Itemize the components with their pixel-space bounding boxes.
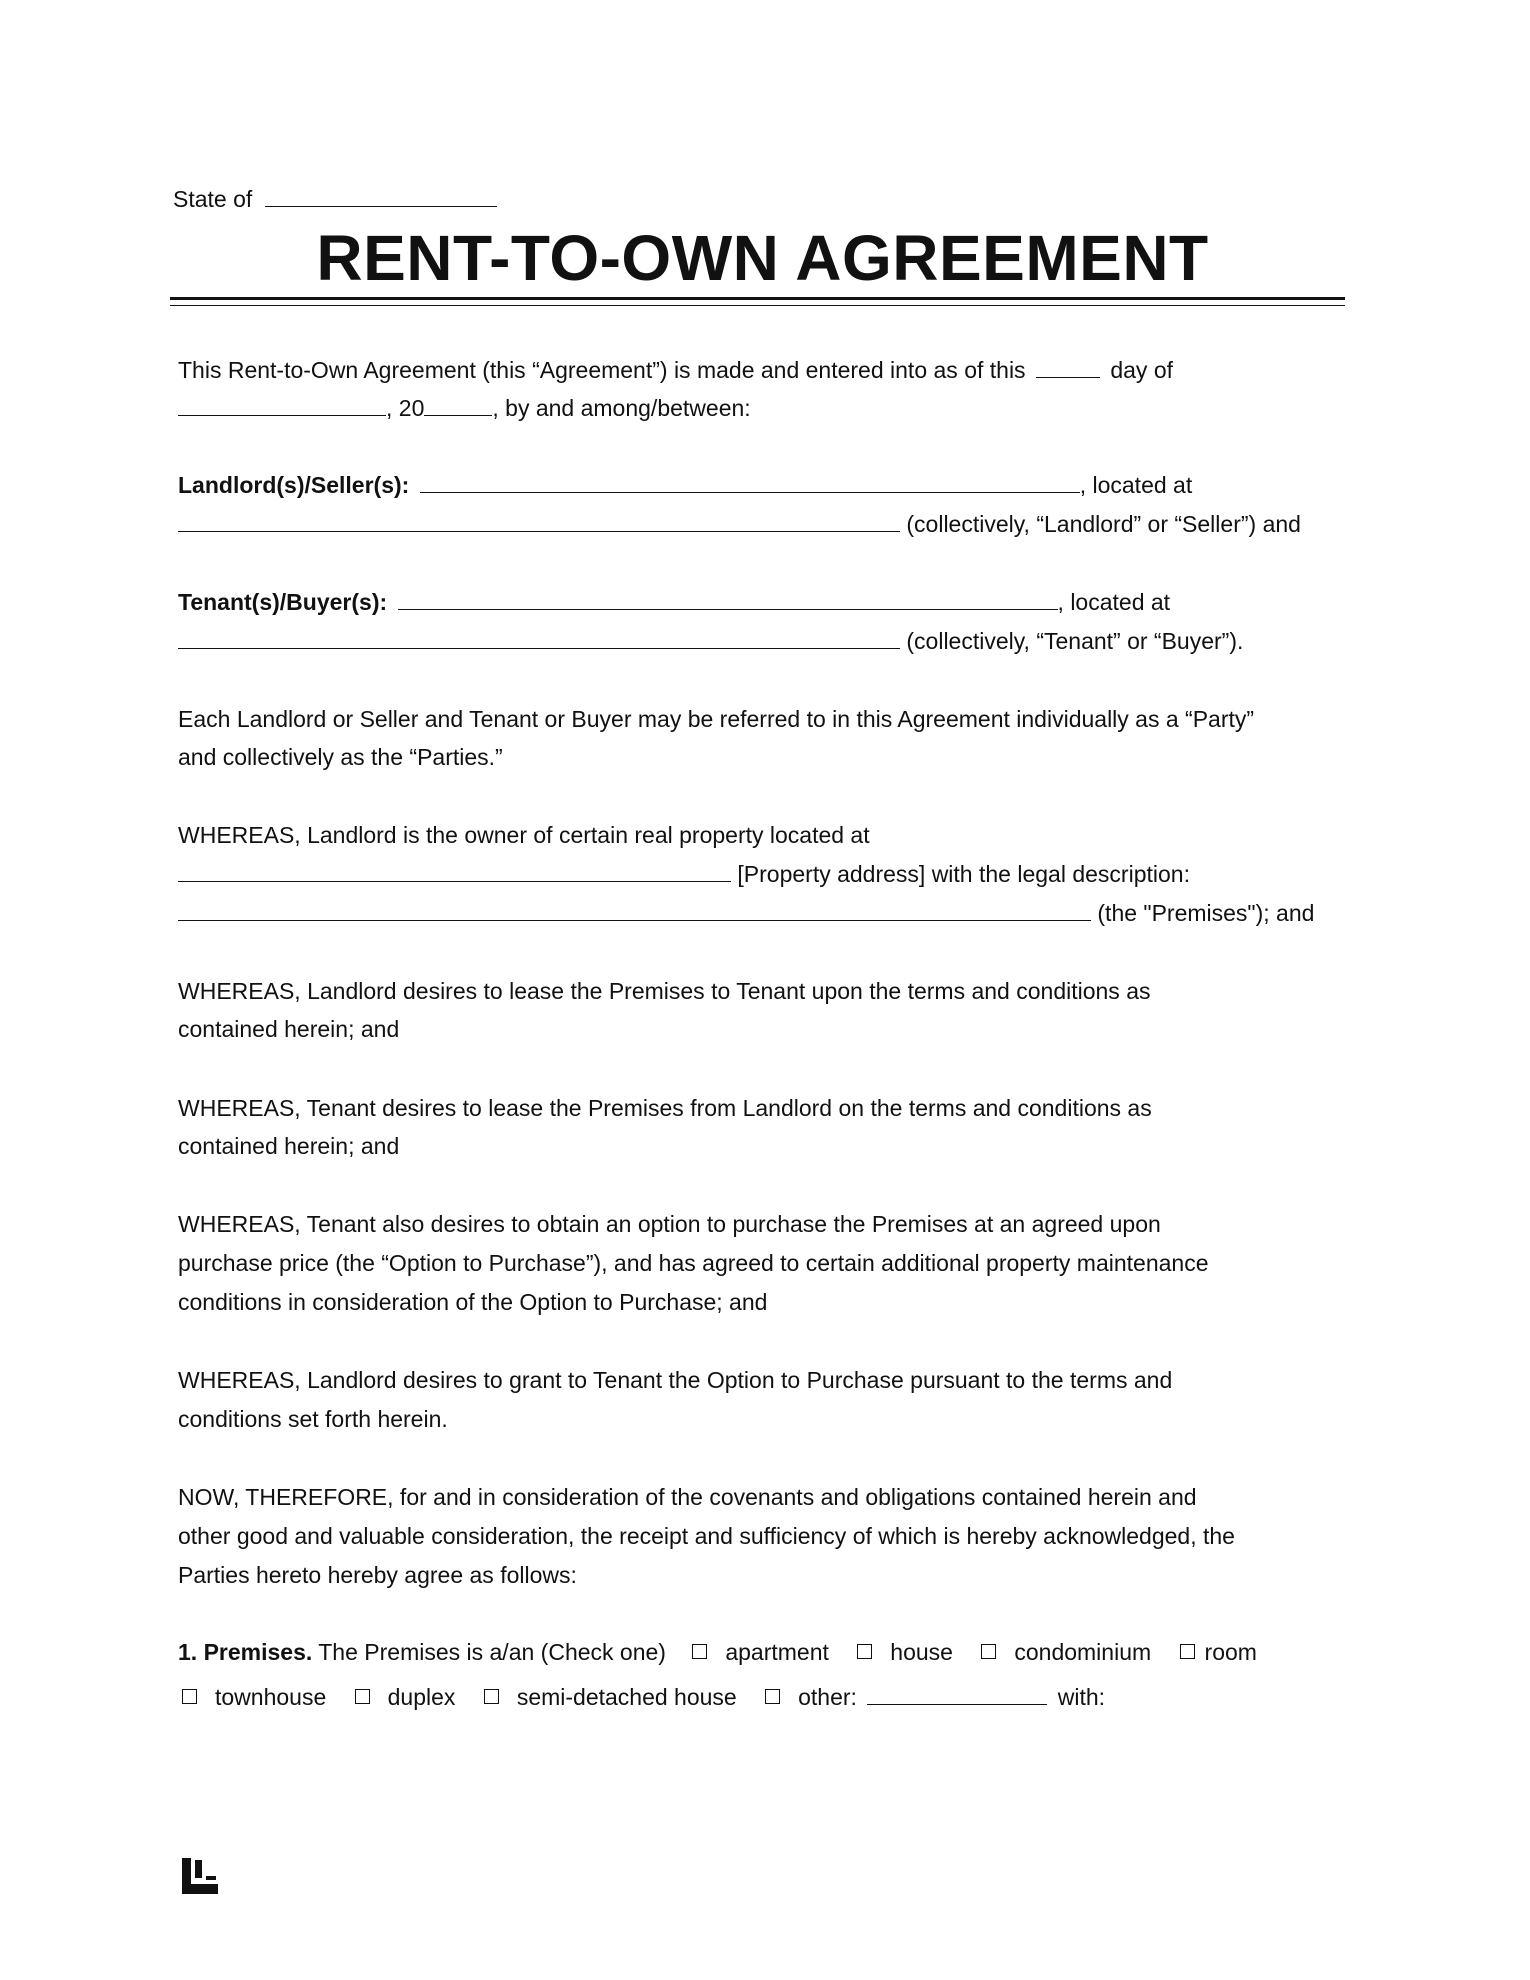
option-house-label: house <box>890 1639 953 1665</box>
premises-with-label: with: <box>1057 1684 1106 1710</box>
whereas5-line-1: WHEREAS, Landlord desires to grant to Tenant the Option to Purchase pursuant to the terms and <box>178 1367 1173 1393</box>
checkbox-other[interactable] <box>765 1689 780 1704</box>
state-blank[interactable] <box>265 184 497 207</box>
tenant-collective: (collectively, “Tenant” or “Buyer”). <box>906 628 1244 654</box>
whereas2-line-2: contained herein; and <box>178 1016 400 1042</box>
whereas2-line-1: WHEREAS, Landlord desires to lease the Premises to Tenant upon the terms and conditions as <box>178 978 1151 1004</box>
option-other-label: other: <box>798 1684 857 1710</box>
whereas1-line-1: WHEREAS, Landlord is the owner of certain real property located at <box>178 822 870 848</box>
intro-text-b: day of <box>1110 357 1173 383</box>
parties-line-2: and collectively as the “Parties.” <box>178 744 503 770</box>
checkbox-apartment[interactable] <box>692 1644 707 1659</box>
parties-line-1: Each Landlord or Seller and Tenant or Buyer may be referred to in this Agreement individually as a “Party” <box>178 706 1255 732</box>
tenant-label: Tenant(s)/Buyer(s): <box>178 589 388 615</box>
title-rule-thin <box>170 305 1345 306</box>
intro-line-1 <box>178 355 1173 385</box>
premises-intro: The Premises is a/an (Check one) <box>318 1639 666 1665</box>
year-prefix: , 20 <box>386 395 425 421</box>
whereas4-line-1: WHEREAS, Tenant also desires to obtain an option to purchase the Premises at an agreed upon <box>178 1211 1161 1237</box>
document-title: RENT-TO-OWN AGREEMENT <box>316 222 1209 294</box>
now-therefore-line-2: other good and valuable consideration, the receipt and sufficiency of which is hereby acknowledged, the <box>178 1523 1235 1549</box>
premises-line-2 <box>182 1682 1105 1712</box>
option-room-label: room <box>1204 1639 1257 1665</box>
tenant-located: , located at <box>1057 589 1171 615</box>
option-condominium-label: condominium <box>1014 1639 1152 1665</box>
whereas3-line-2: contained herein; and <box>178 1133 400 1159</box>
month-blank[interactable] <box>178 393 386 416</box>
whereas1-text-3: (the "Premises"); and <box>1097 900 1315 926</box>
tenant-line-2 <box>178 626 1243 656</box>
legal-description-blank[interactable] <box>178 898 1091 921</box>
checkbox-duplex[interactable] <box>355 1689 370 1704</box>
landlord-line-2 <box>178 509 1301 539</box>
other-blank[interactable] <box>867 1682 1047 1705</box>
intro-text-a: This Rent-to-Own Agreement (this “Agreement”) is made and entered into as of this <box>178 357 1026 383</box>
landlord-address-blank[interactable] <box>178 509 900 532</box>
landlord-name-blank[interactable] <box>420 470 1080 493</box>
tenant-line-1 <box>178 587 1170 617</box>
brand-logo-icon <box>182 1858 218 1894</box>
tenant-address-blank[interactable] <box>178 626 900 649</box>
title-rule-thick <box>170 297 1345 300</box>
checkbox-townhouse[interactable] <box>182 1689 197 1704</box>
year-blank[interactable] <box>424 393 492 416</box>
now-therefore-line-3: Parties hereto hereby agree as follows: <box>178 1562 577 1588</box>
checkbox-room[interactable] <box>1180 1644 1195 1659</box>
whereas3-line-1: WHEREAS, Tenant desires to lease the Premises from Landlord on the terms and conditions as <box>178 1095 1152 1121</box>
checkbox-house[interactable] <box>857 1644 872 1659</box>
option-apartment-label: apartment <box>725 1639 829 1665</box>
whereas1-line-2 <box>178 859 1190 889</box>
checkbox-condominium[interactable] <box>981 1644 996 1659</box>
checkbox-semi-detached-house[interactable] <box>484 1689 499 1704</box>
property-address-blank[interactable] <box>178 859 731 882</box>
option-semi-detached-label: semi-detached house <box>516 1684 737 1710</box>
premises-heading: 1. Premises. <box>178 1639 313 1665</box>
landlord-label: Landlord(s)/Seller(s): <box>178 472 410 498</box>
intro-line-2 <box>178 393 751 423</box>
state-label: State of <box>173 186 253 212</box>
landlord-located: , located at <box>1079 472 1193 498</box>
whereas4-line-3: conditions in consideration of the Option to Purchase; and <box>178 1289 768 1315</box>
whereas1-line-3 <box>178 898 1314 928</box>
option-townhouse-label: townhouse <box>215 1684 327 1710</box>
day-blank[interactable] <box>1036 355 1100 378</box>
premises-line-1 <box>178 1637 1257 1667</box>
landlord-line-1 <box>178 470 1192 500</box>
tenant-name-blank[interactable] <box>398 587 1058 610</box>
whereas5-line-2: conditions set forth herein. <box>178 1406 448 1432</box>
state-line <box>173 184 497 214</box>
now-therefore-line-1: NOW, THEREFORE, for and in consideration of the covenants and obligations contained herein and <box>178 1484 1197 1510</box>
intro-text-c: , by and among/between: <box>492 395 751 421</box>
option-duplex-label: duplex <box>387 1684 456 1710</box>
whereas1-text-2: [Property address] with the legal description: <box>737 861 1190 887</box>
landlord-collective: (collectively, “Landlord” or “Seller”) and <box>906 511 1301 537</box>
whereas4-line-2: purchase price (the “Option to Purchase”), and has agreed to certain additional property maintenance <box>178 1250 1209 1276</box>
